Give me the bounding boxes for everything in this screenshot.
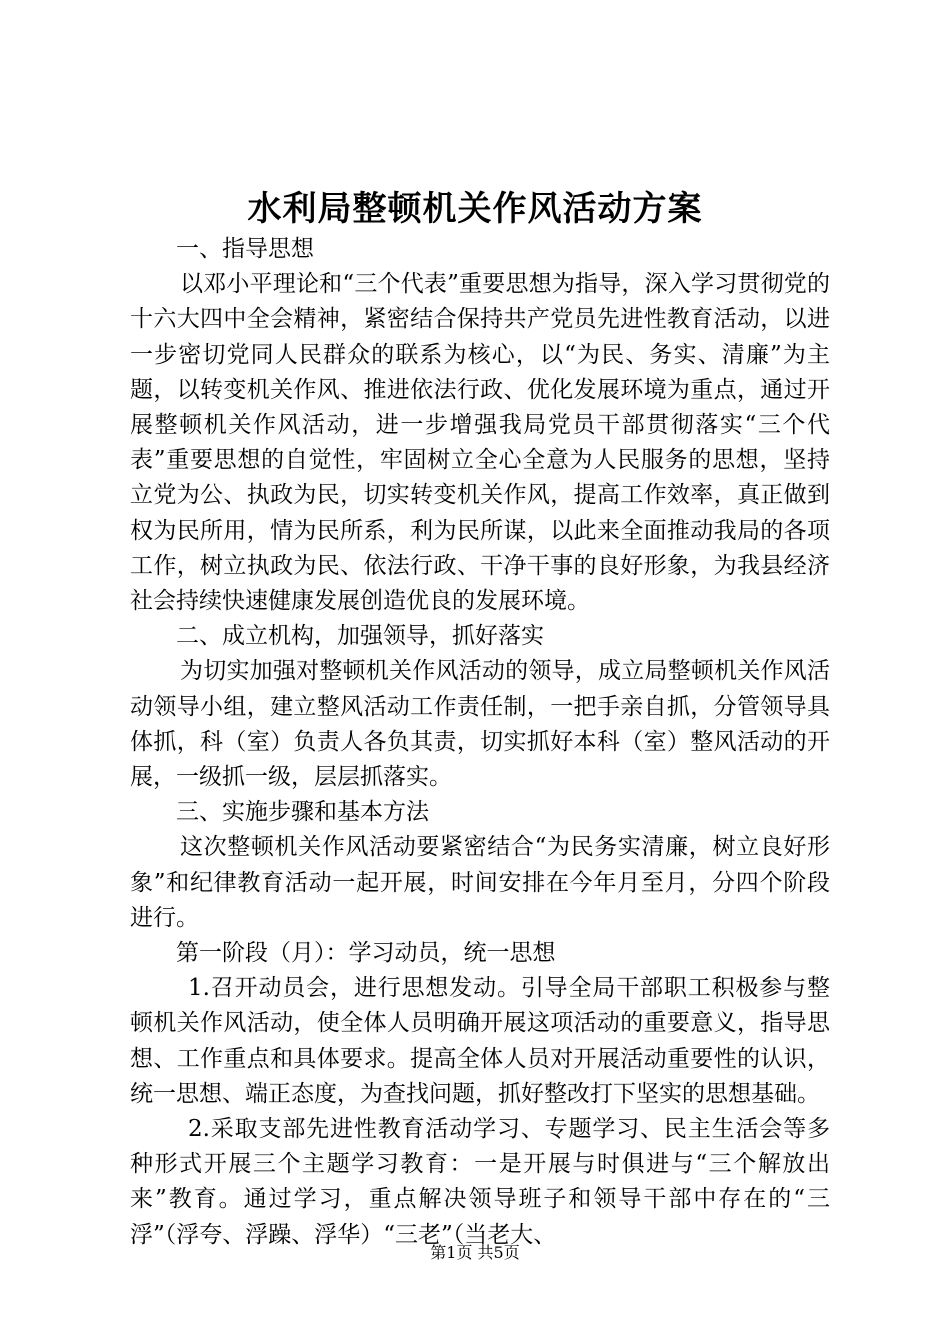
paragraph-guiding-ideology: 以邓小平理论和“三个代表”重要思想为指导，深入学习贯彻党的十六大四中全会精神，紧密结合保持共产党员先进性教育活动，以进一步密切党同人民群众的联系为核心，以“为民、务实、清廉”为主题，以转变机关作风、推进依法行政、优化发展环境为重点，通过开展整顿机关作风活动，进一步增强我局党员干部贯彻落实“三个代表”重要思想的自觉性，牢固树立全心全意为人民服务的思想，坚持立党为公、执政为民，切实转变机关作风，提高工作效率，真正做到权为民所用，情为民所系，利为民所谋，以此来全面推动我局的各项工作，树立执政为民、依法行政、干净干事的良好形象，为我县经济社会持续快速健康发展创造优良的发展环境。	[130, 271, 830, 615]
document-title: 水利局整顿机关作风活动方案	[247, 189, 703, 229]
paragraph-steps-methods: 这次整顿机关作风活动要紧密结合“为民务实清廉，树立良好形象”和纪律教育活动一起开展，时间安排在今年月至月，分四个阶段进行。	[130, 834, 830, 931]
section-heading-organization: 二、成立机构，加强领导，抓好落实	[176, 623, 544, 650]
section-heading-guiding-ideology: 一、指导思想	[176, 236, 314, 262]
paragraph-organization: 为切实加强对整顿机关作风活动的领导，成立局整顿机关作风活动领导小组，建立整风活动工作责任制，一把手亲自抓，分管领导具体抓，科（室）负责人各负其责，切实抓好本科（室）整风活动的开展，一级抓一级，层层抓落实。	[130, 658, 830, 791]
document-body	[130, 232, 830, 1253]
page-number-footer: 第1页 共5页	[430, 1243, 520, 1262]
step-item-1: 1.召开动员会，进行思想发动。引导全局干部职工积极参与整顿机关作风活动，使全体人员明确开展这项活动的重要意义，指导思想、工作重点和具体要求。提高全体人员对开展活动重要性的认识，统一思想、端正态度，为查找问题，抓好整改打下坚实的思想基础。	[130, 975, 830, 1107]
step-item-2: 2.采取支部先进性教育活动学习、专题学习、民主生活会等多种形式开展三个主题学习教育：一是开展与时俱进与“三个解放出来”教育。通过学习，重点解决领导班子和领导干部中存在的“三浮”（浮夸、浮躁、浮华）“三老”（当老大、	[130, 1116, 830, 1248]
stage-heading-first: 第一阶段（月）：学习动员，统一思想	[176, 940, 556, 967]
section-heading-steps-methods: 三、实施步骤和基本方法	[176, 799, 429, 826]
